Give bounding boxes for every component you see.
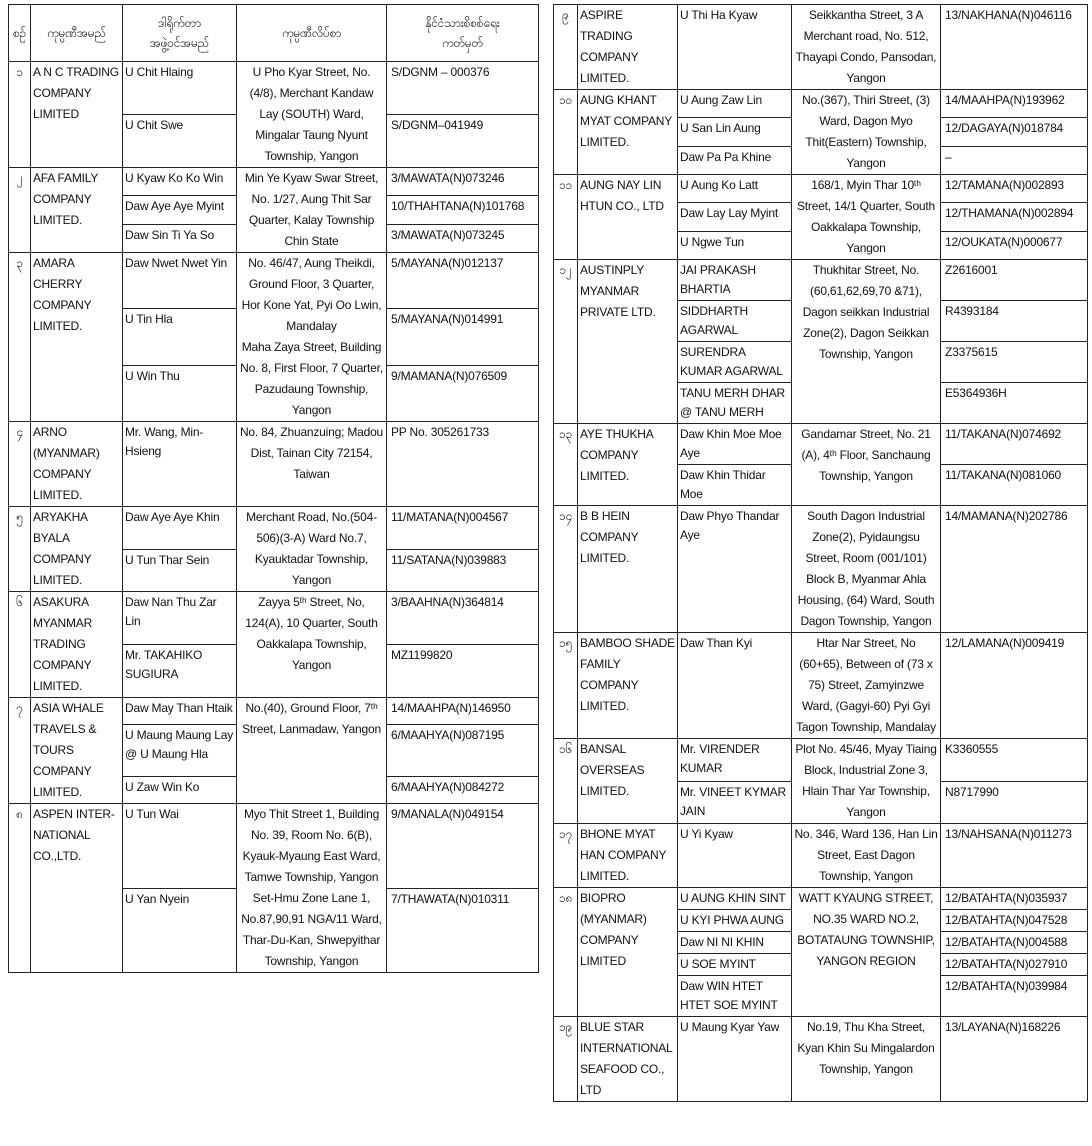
director-name: Daw Pa Pa Khine xyxy=(678,146,792,174)
table-row xyxy=(9,253,539,309)
company-name: ARNO (MYANMAR) COMPANY LIMITED. xyxy=(31,422,123,507)
entry-number: ၃ xyxy=(9,253,31,422)
company-address: Myo Thit Street 1, Building No. 39, Room No. 6(B), Kyauk-Myaung East Ward, Tamwe Township, Yangon Set-Hmu Zone Lane 1, No.87,90,91 NGA/11 Ward, Thar-Du-Kan, Shwepyithar Township, Yangon xyxy=(237,804,387,973)
company-name: ASAKURA MYANMAR TRADING COMPANY LIMITED. xyxy=(31,592,123,698)
table-row xyxy=(9,507,539,550)
director-name: Mr. Wang, Min-Hsieng xyxy=(123,422,237,507)
table-row xyxy=(554,90,1088,118)
director-name: U Tin Hla xyxy=(123,309,237,365)
citizen-id: 13/NAKHANA(N)046116 xyxy=(941,5,1088,90)
company-address: Merchant Road, No.(504-506)(3-A) Ward No.7, Kyauktadar Township, Yangon xyxy=(237,507,387,592)
company-address: Plot No. 45/46, Myay Tiaing Block, Industrial Zone 3, Hlain Thar Yar Township, Yangon xyxy=(792,739,941,824)
director-name: Daw May Than Htaik xyxy=(123,698,237,725)
company-name: AUNG NAY LIN HTUN CO., LTD xyxy=(578,175,678,260)
director-name: Daw WIN HTET HTET SOE MYINT xyxy=(678,976,792,1017)
table-row xyxy=(554,888,1088,910)
table-body-right xyxy=(554,5,1088,1102)
director-name: Daw Lay Lay Myint xyxy=(678,203,792,231)
director-name: Daw Sin Ti Ya So xyxy=(123,224,237,252)
director-name: Daw Than Kyi xyxy=(678,633,792,739)
company-name: AUNG KHANT MYAT COMPANY LIMITED. xyxy=(578,90,678,175)
table-row xyxy=(554,260,1088,301)
citizen-id: 9/MANALA(N)049154 xyxy=(387,804,539,889)
company-address: No.(367), Thiri Street, (3) Ward, Dagon Myo Thit(Eastern) Township, Yangon xyxy=(792,90,941,175)
citizen-id: 12/BATAHTA(N)047528 xyxy=(941,910,1088,932)
director-name: U Yi Kyaw xyxy=(678,824,792,888)
citizen-id: 14/MAMANA(N)202786 xyxy=(941,506,1088,633)
director-name: U Ngwe Tun xyxy=(678,231,792,259)
director-name: U San Lin Aung xyxy=(678,118,792,146)
citizen-id: 6/MAAHYA(N)087195 xyxy=(387,725,539,776)
company-address: No. 84, Zhuanzuing; Madou Dist, Tainan City 72154, Taiwan xyxy=(237,422,387,507)
citizen-id: Z3375615 xyxy=(941,342,1088,383)
director-name: Daw Nwet Nwet Yin xyxy=(123,253,237,309)
citizen-id: 6/MAAHYA(N)084272 xyxy=(387,776,539,803)
company-name: A N C TRADING COMPANY LIMITED xyxy=(31,62,123,168)
director-name: TANU MERH DHAR @ TANU MERH xyxy=(678,383,792,424)
entry-number: ၆ xyxy=(9,592,31,698)
citizen-id: – xyxy=(941,146,1088,174)
left-table-column xyxy=(8,4,538,973)
entry-number: ၈ xyxy=(9,804,31,973)
company-address: WATT KYAUNG STREET, NO.35 WARD NO.2, BOTATAUNG TOWNSHIP, YANGON REGION xyxy=(792,888,941,1017)
citizen-id: 5/MAYANA(N)012137 xyxy=(387,253,539,309)
entry-number: ၁၉ xyxy=(554,1017,578,1102)
entry-number: ၅ xyxy=(9,507,31,592)
table-row xyxy=(9,168,539,196)
director-name: U Kyaw Ko Ko Win xyxy=(123,168,237,196)
director-name: U Aung Ko Latt xyxy=(678,175,792,203)
citizen-id: 10/THAHTANA(N)101768 xyxy=(387,196,539,224)
company-name: B B HEIN COMPANY LIMITED. xyxy=(578,506,678,633)
table-row xyxy=(554,424,1088,465)
company-address: No. 46/47, Aung Theikdi, Ground Floor, 3 Quarter, Hor Kone Yat, Pyi Oo Lwin, Mandalay Maha Zaya Street, Building No. 8, First Floor, 7 Quarter, Pazudaung Township, Yangon xyxy=(237,253,387,422)
company-name: ARYAKHA BYALA COMPANY LIMITED. xyxy=(31,507,123,592)
director-name: U Aung Zaw Lin xyxy=(678,90,792,118)
citizen-id: 11/SATANA(N)039883 xyxy=(387,549,539,592)
director-name: Daw Khin Moe Moe Aye xyxy=(678,424,792,465)
citizen-id: E5364936H xyxy=(941,383,1088,424)
citizen-id: 12/DAGAYA(N)018784 xyxy=(941,118,1088,146)
header-directors: ဒါရိုက်တာ အဖွဲ့ဝင်အမည် xyxy=(123,5,237,62)
table-row xyxy=(9,804,539,889)
entry-number: ၁၅ xyxy=(554,633,578,739)
citizen-id: 12/TAMANA(N)002893 xyxy=(941,175,1088,203)
citizen-id: 14/MAAHPA(N)193962 xyxy=(941,90,1088,118)
director-name: Mr. VINEET KYMAR JAIN xyxy=(678,781,792,824)
entry-number: ၁၀ xyxy=(554,90,578,175)
citizen-id: 12/OUKATA(N)000677 xyxy=(941,231,1088,259)
table-row xyxy=(554,506,1088,633)
company-name: AMARA CHERRY COMPANY LIMITED. xyxy=(31,253,123,422)
table-row xyxy=(554,1017,1088,1102)
citizen-id: MZ1199820 xyxy=(387,645,539,698)
table-row xyxy=(9,62,539,115)
director-name: JAI PRAKASH BHARTIA xyxy=(678,260,792,301)
company-address: No.(40), Ground Floor, 7ᵗʰ Street, Lanmadaw, Yangon xyxy=(237,698,387,804)
entry-number: ၁ xyxy=(9,62,31,168)
company-address: 168/1, Myin Thar 10ᵗʰ Street, 14/1 Quarter, South Oakkalapa Township, Yangon xyxy=(792,175,941,260)
director-name: U Yan Nyein xyxy=(123,888,237,973)
right-table-column xyxy=(553,4,1087,1102)
director-name: Daw NI NI KHIN xyxy=(678,932,792,954)
header-address: ကုမ္ပဏီလိပ်စာ xyxy=(237,5,387,62)
director-name: U Tun Wai xyxy=(123,804,237,889)
entry-number: ၂ xyxy=(9,168,31,253)
director-name: Daw Aye Aye Khin xyxy=(123,507,237,550)
director-name: Daw Nan Thu Zar Lin xyxy=(123,592,237,645)
entry-number: ၁၂ xyxy=(554,260,578,424)
director-name: U Zaw Win Ko xyxy=(123,776,237,803)
citizen-id: 11/MATANA(N)004567 xyxy=(387,507,539,550)
director-name: U Tun Thar Sein xyxy=(123,549,237,592)
header-id: နိုင်ငံသားစိစစ်ရေး ကတ်မှတ် xyxy=(387,5,539,62)
company-address: Gandamar Street, No. 21 (A), 4ᵗʰ Floor, Sanchaung Township, Yangon xyxy=(792,424,941,506)
director-name: Daw Aye Aye Myint xyxy=(123,196,237,224)
company-name: BAMBOO SHADE FAMILY COMPANY LIMITED. xyxy=(578,633,678,739)
citizen-id: S/DGNM–041949 xyxy=(387,115,539,168)
citizen-id: 7/THAWATA(N)010311 xyxy=(387,888,539,973)
citizen-id: 12/BATAHTA(N)039984 xyxy=(941,976,1088,1017)
company-address: Zayya 5ᵗʰ Street, No, 124(A), 10 Quarter, South Oakkalapa Township, Yangon xyxy=(237,592,387,698)
citizen-id: 12/BATAHTA(N)035937 xyxy=(941,888,1088,910)
header-no: စဉ် xyxy=(9,5,31,62)
table-row xyxy=(9,422,539,507)
company-table-right xyxy=(553,4,1088,1102)
table-row xyxy=(554,739,1088,782)
company-address: U Pho Kyar Street, No. (4/8), Merchant Kandaw Lay (SOUTH) Ward, Mingalar Taung Nyunt Township, Yangon xyxy=(237,62,387,168)
director-name: U Chit Hlaing xyxy=(123,62,237,115)
director-name: Mr. VIRENDER KUMAR xyxy=(678,739,792,782)
director-name: U Chit Swe xyxy=(123,115,237,168)
entry-number: ၄ xyxy=(9,422,31,507)
company-address: Htar Nar Street, No (60+65), Between of (73 x 75) Street, Zamyinzwe Ward, (Gagyi-60) Pyi Gyi Tagon Township, Mandalay xyxy=(792,633,941,739)
citizen-id: 12/BATAHTA(N)004588 xyxy=(941,932,1088,954)
company-name: ASIA WHALE TRAVELS & TOURS COMPANY LIMITED. xyxy=(31,698,123,804)
citizen-id: 11/TAKANA(N)081060 xyxy=(941,465,1088,506)
company-name: AYE THUKHA COMPANY LIMITED. xyxy=(578,424,678,506)
citizen-id: 13/NAHSANA(N)011273 xyxy=(941,824,1088,888)
citizen-id: R4393184 xyxy=(941,301,1088,342)
citizen-id: 9/MAMANA(N)076509 xyxy=(387,365,539,421)
table-row xyxy=(554,5,1088,90)
director-name: U Thi Ha Kyaw xyxy=(678,5,792,90)
company-address: Min Ye Kyaw Swar Street, No. 1/27, Aung Thit Sar Quarter, Kalay Township Chin State xyxy=(237,168,387,253)
director-name: U SOE MYINT xyxy=(678,954,792,976)
director-name: Daw Khin Thidar Moe xyxy=(678,465,792,506)
company-address: Seikkantha Street, 3 A Merchant road, No. 512, Thayapi Condo, Pansodan, Yangon xyxy=(792,5,941,90)
entry-number: ၁၇ xyxy=(554,824,578,888)
company-table-left xyxy=(8,4,539,973)
entry-number: ၁၈ xyxy=(554,888,578,1017)
director-name: U KYI PHWA AUNG xyxy=(678,910,792,932)
citizen-id: 3/MAWATA(N)073245 xyxy=(387,224,539,252)
table-body-left xyxy=(9,62,539,973)
company-address: No. 346, Ward 136, Han Lin Street, East Dagon Township, Yangon xyxy=(792,824,941,888)
citizen-id: PP No. 305261733 xyxy=(387,422,539,507)
entry-number: ၁၃ xyxy=(554,424,578,506)
company-name: BHONE MYAT HAN COMPANY LIMITED. xyxy=(578,824,678,888)
citizen-id: 12/BATAHTA(N)027910 xyxy=(941,954,1088,976)
citizen-id: 13/LAYANA(N)168226 xyxy=(941,1017,1088,1102)
entry-number: ၁၁ xyxy=(554,175,578,260)
citizen-id: 14/MAAHPA(N)146950 xyxy=(387,698,539,725)
company-address: No.19, Thu Kha Street, Kyan Khin Su Mingalardon Township, Yangon xyxy=(792,1017,941,1102)
company-name: ASPEN INTER-NATIONAL CO.,LTD. xyxy=(31,804,123,973)
citizen-id: Z2616001 xyxy=(941,260,1088,301)
director-name: Mr. TAKAHIKO SUGIURA xyxy=(123,645,237,698)
entry-number: ၁၆ xyxy=(554,739,578,824)
citizen-id: 5/MAYANA(N)014991 xyxy=(387,309,539,365)
table-row xyxy=(554,633,1088,739)
citizen-id: S/DGNM – 000376 xyxy=(387,62,539,115)
director-name: SIDDHARTH AGARWAL xyxy=(678,301,792,342)
company-name: AFA FAMILY COMPANY LIMITED. xyxy=(31,168,123,253)
company-name: BIOPRO (MYANMAR) COMPANY LIMITED xyxy=(578,888,678,1017)
citizen-id: 12/THAMANA(N)002894 xyxy=(941,203,1088,231)
citizen-id: 3/MAWATA(N)073246 xyxy=(387,168,539,196)
citizen-id: 12/LAMANA(N)009419 xyxy=(941,633,1088,739)
citizen-id: 11/TAKANA(N)074692 xyxy=(941,424,1088,465)
entry-number: ၇ xyxy=(9,698,31,804)
citizen-id: K3360555 xyxy=(941,739,1088,782)
entry-number: ၉ xyxy=(554,5,578,90)
director-name: U Maung Maung Lay @ U Maung Hla xyxy=(123,725,237,776)
company-address: South Dagon Industrial Zone(2), Pyidaungsu Street, Room (001/101) Block B, Myanmar Ahla Housing, (64) Ward, South Dagon Township, Yangon xyxy=(792,506,941,633)
company-name: BLUE STAR INTERNATIONAL SEAFOOD CO., LTD xyxy=(578,1017,678,1102)
company-name: BANSAL OVERSEAS LIMITED. xyxy=(578,739,678,824)
company-name: ASPIRE TRADING COMPANY LIMITED. xyxy=(578,5,678,90)
entry-number: ၁၄ xyxy=(554,506,578,633)
header-company: ကုမ္ပဏီအမည် xyxy=(31,5,123,62)
director-name: Daw Phyo Thandar Aye xyxy=(678,506,792,633)
citizen-id: 3/BAAHNA(N)364814 xyxy=(387,592,539,645)
director-name: U Maung Kyar Yaw xyxy=(678,1017,792,1102)
table-row xyxy=(554,824,1088,888)
director-name: U Win Thu xyxy=(123,365,237,421)
table-row xyxy=(9,592,539,645)
header-row xyxy=(9,5,539,62)
table-row xyxy=(554,175,1088,203)
company-name: AUSTINPLY MYANMAR PRIVATE LTD. xyxy=(578,260,678,424)
company-address: Thukhitar Street, No. (60,61,62,69,70 &71), Dagon seikkan Industrial Zone(2), Dagon Seikkan Township, Yangon xyxy=(792,260,941,424)
citizen-id: N8717990 xyxy=(941,781,1088,824)
table-row xyxy=(9,698,539,725)
director-name: U AUNG KHIN SINT xyxy=(678,888,792,910)
director-name: SURENDRA KUMAR AGARWAL xyxy=(678,342,792,383)
